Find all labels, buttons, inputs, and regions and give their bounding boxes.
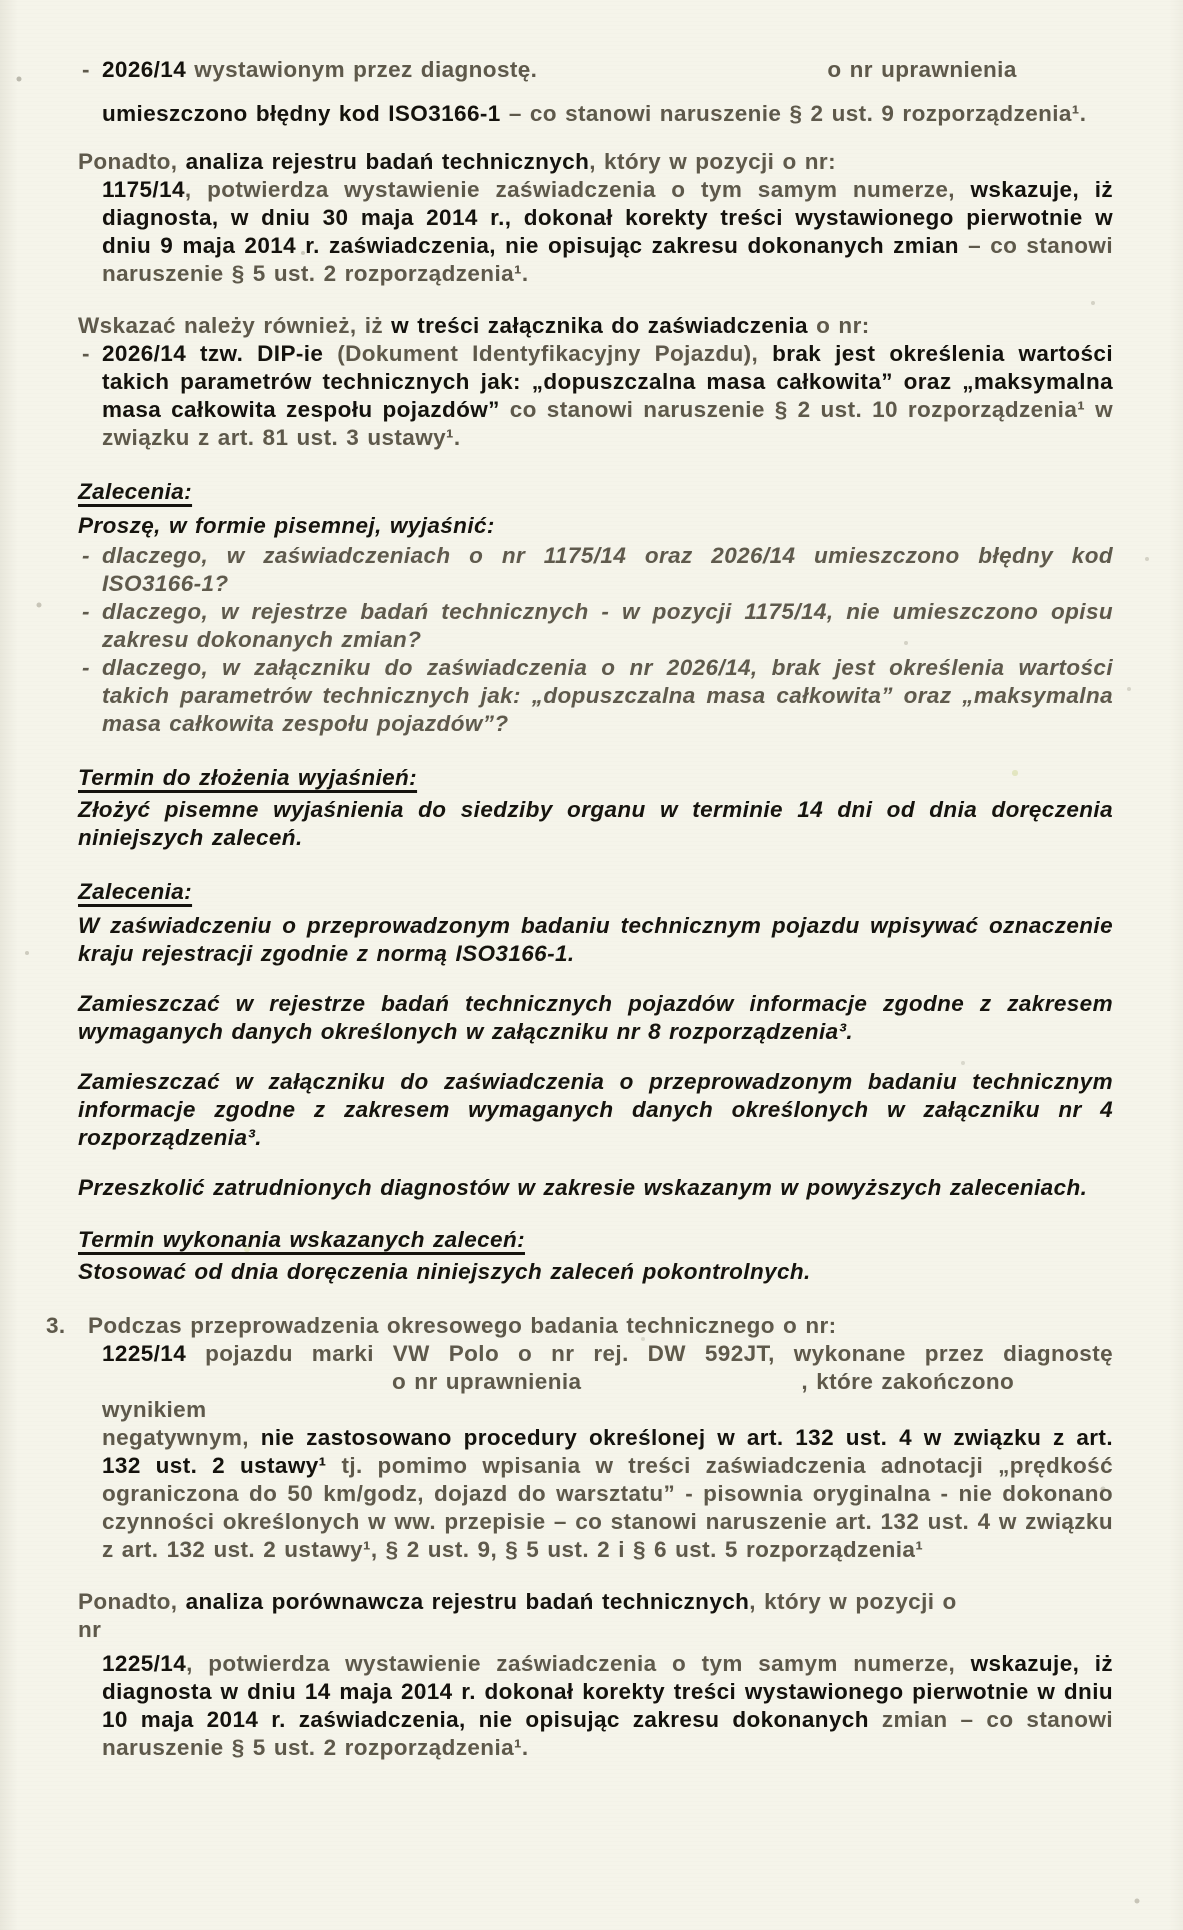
text-run: umieszczono błędny kod ISO3166-1 <box>102 101 509 126</box>
text-run: Ponadto, <box>78 149 186 174</box>
bullet-dash-icon: - <box>82 655 90 680</box>
text-run: 1175/14 <box>102 177 185 202</box>
text-run: negatywnym, <box>102 1425 261 1450</box>
text-run: Zamieszczać w rejestrze badań technicznych pojazdów informacje zgodne z zakresem wymaganych danych określonych w załączniku nr 8 rozporządzenia³. <box>78 991 1113 1044</box>
text-run: tj. pomimo wpisania w treści zaświadczenia adnotacji „prędkość ograniczona do 50 km/godz, dojazd do warsztatu” - pisownia oryginalna - nie dokonano czynności określonych w ww. przepisie – co stanowi naruszenie art. 132 ust. 4 w związku z art. 132 ust. 2 ustawy¹, § 2 ust. 9, § 5 ust. 2 i § 6 ust. 5 rozporządzenia¹ <box>102 1453 1113 1562</box>
text-run: pojazdu marki VW Polo o nr rej. DW 592JT, wykonane przez diagnostę <box>186 1341 1113 1366</box>
text-run: dlaczego, w zaświadczeniach o nr 1175/14 oraz 2026/14 umieszczono błędny kod ISO3166-1? <box>102 543 1113 596</box>
text-run: w treści załącznika do zaświadczenia <box>391 313 817 338</box>
implementation-deadline-text <box>78 1258 1113 1286</box>
attachment-note-intro <box>78 312 1113 340</box>
text-run: analiza porównawcza rejestru badań technicznych <box>185 1589 750 1614</box>
recommendation-training <box>78 1174 1113 1202</box>
text-run: , który w pozycji o <box>749 1589 957 1614</box>
text-run: dlaczego, w załączniku do zaświadczenia o nr 2026/14, brak jest określenia wartości takich parametrów technicznych jak: „dopuszczalna masa całkowita” oraz „maksymalna masa całkowita zespołu pojazdów”? <box>102 655 1113 736</box>
text-run: Zalecenia: <box>78 479 193 504</box>
text-run: wskazuje, iż diagnosta w dniu 14 maja 2014 r. dokonał korekty treści wystawionego pierwotnie w dniu 10 maja 2014 r. zaświadczenia, nie opisując zakresu dokonanych <box>102 1651 1113 1732</box>
text-run: Zalecenia: <box>78 879 193 904</box>
text-run: Ponadto, <box>78 1589 186 1614</box>
text-run: (Dokument Identyfikacyjny Pojazdu), <box>337 341 773 366</box>
implementation-deadline-heading <box>78 1226 1113 1254</box>
bullet-dash-icon: - <box>82 57 90 82</box>
text-run: o nr: <box>816 313 870 338</box>
text-run: brak jest określenia wartości takich parametrów technicznych jak: „dopuszczalna masa całkowita” oraz „maksymalna masa całkowita zespołu pojazdów” <box>102 341 1113 422</box>
text-run: – co stanowi naruszenie § 2 ust. 9 rozporządzenia¹. <box>508 101 1087 126</box>
register-analysis-intro <box>78 148 1113 176</box>
recommendation-attachment <box>78 1068 1113 1152</box>
text-run: nr <box>78 1617 102 1642</box>
text-run: co stanowi naruszenie § 2 ust. 10 rozporządzenia¹ w związku z art. 81 ust. 3 ustawy¹. <box>102 397 1113 450</box>
attachment-note-detail <box>82 340 1113 452</box>
text-run: o nr uprawnienia <box>392 1369 582 1394</box>
comparative-analysis-intro <box>78 1588 1113 1644</box>
text-run: Stosować od dnia doręczenia niniejszych zaleceń pokontrolnych. <box>78 1259 811 1284</box>
explain-request <box>78 512 1113 540</box>
item-number: 3. <box>46 1313 66 1338</box>
register-analysis-detail <box>102 176 1113 288</box>
text-run: zmian – co stanowi naruszenie § 5 ust. 2 rozporządzenia¹. <box>102 1707 1113 1760</box>
text-run: wskazuje, iż diagnosta, w dniu 30 maja 2014 r., dokonał korekty treści wystawionego pierwotnie w dniu 9 maja 2014 r. zaświadczenia, nie opisując zakresu dokonanych zmian <box>102 177 1113 258</box>
bullet-dash-icon: - <box>82 341 90 366</box>
inspection-1225-detail <box>102 1424 1113 1564</box>
bullet-dash-icon: - <box>82 599 90 624</box>
inspection-1225-vehicle <box>102 1340 1113 1368</box>
redacted-gap <box>581 1388 801 1389</box>
text-run: o nr uprawnienia <box>827 57 1017 82</box>
text-run: Podczas przeprowadzenia okresowego badania technicznego o nr: <box>88 1313 837 1338</box>
redacted-gap <box>537 76 827 77</box>
text-run: 2026/14 tzw. DIP-ie <box>102 341 338 366</box>
text-run: Proszę, w formie pisemnej, wyjaśnić: <box>78 513 495 538</box>
recommendations-heading-1 <box>78 478 1113 506</box>
question-iso-code <box>82 542 1113 598</box>
text-run: 2026/14 <box>102 57 195 82</box>
text-run: Zamieszczać w załączniku do zaświadczenia o przeprowadzonym badaniu technicznym informacje zgodne z zakresem wymaganych danych określonych w załączniku nr 4 rozporządzenia³. <box>78 1069 1113 1150</box>
question-attachment <box>82 654 1113 738</box>
text-run: , który w pozycji o nr: <box>589 149 836 174</box>
recommendation-iso <box>78 912 1113 968</box>
redacted-gap <box>102 1388 392 1389</box>
recommendations-heading-2 <box>78 878 1113 906</box>
recommendation-register <box>78 990 1113 1046</box>
text-run: nie zastosowano procedury określonej w art. 132 ust. 4 w związku z art. 132 ust. 2 ustawy¹ <box>102 1425 1113 1478</box>
item-3-intro <box>46 1312 1113 1340</box>
document-blocks <box>46 56 1113 1762</box>
inspection-1225-permit <box>102 1368 1113 1424</box>
explanation-deadline-heading <box>78 764 1113 792</box>
bullet-dash-icon: - <box>82 543 90 568</box>
text-run: Złożyć pisemne wyjaśnienia do siedziby organu w terminie 14 dni od dnia doręczenia niniejszych zaleceń. <box>78 797 1113 850</box>
explanation-deadline-text <box>78 796 1113 852</box>
text-run: , które zakończono wynikiem <box>102 1369 1015 1422</box>
text-run: Wskazać należy również, iż <box>78 313 392 338</box>
text-run: Termin wykonania wskazanych zaleceń: <box>78 1227 525 1252</box>
text-run: W zaświadczeniu o przeprowadzonym badaniu technicznym pojazdu wpisywać oznaczenie kraju rejestracji zgodnie z normą ISO3166-1. <box>78 913 1113 966</box>
text-run: Przeszkolić zatrudnionych diagnostów w zakresie wskazanym w powyższych zaleceniach. <box>78 1175 1088 1200</box>
text-run: , potwierdza wystawienie zaświadczenia o tym samym numerze, <box>186 1651 971 1676</box>
text-run: 1225/14 <box>102 1341 187 1366</box>
comparative-analysis-detail <box>102 1650 1113 1762</box>
text-run: analiza rejestru badań technicznych <box>185 149 590 174</box>
text-run: , potwierdza wystawienie zaświadczenia o tym samym numerze, <box>184 177 971 202</box>
text-run: wystawionym przez diagnostę. <box>194 57 538 82</box>
text-run: 1225/14 <box>102 1651 187 1676</box>
text-run: – co stanowi naruszenie § 5 ust. 2 rozporządzenia¹. <box>102 233 1113 286</box>
violation-iso-code <box>102 100 1113 128</box>
case-ref-line <box>82 56 1113 84</box>
question-register <box>82 598 1113 654</box>
text-run: Termin do złożenia wyjaśnień: <box>78 765 418 790</box>
text-run: dlaczego, w rejestrze badań technicznych - w pozycji 1175/14, nie umieszczono opisu zakresu dokonanych zmian? <box>102 599 1113 652</box>
